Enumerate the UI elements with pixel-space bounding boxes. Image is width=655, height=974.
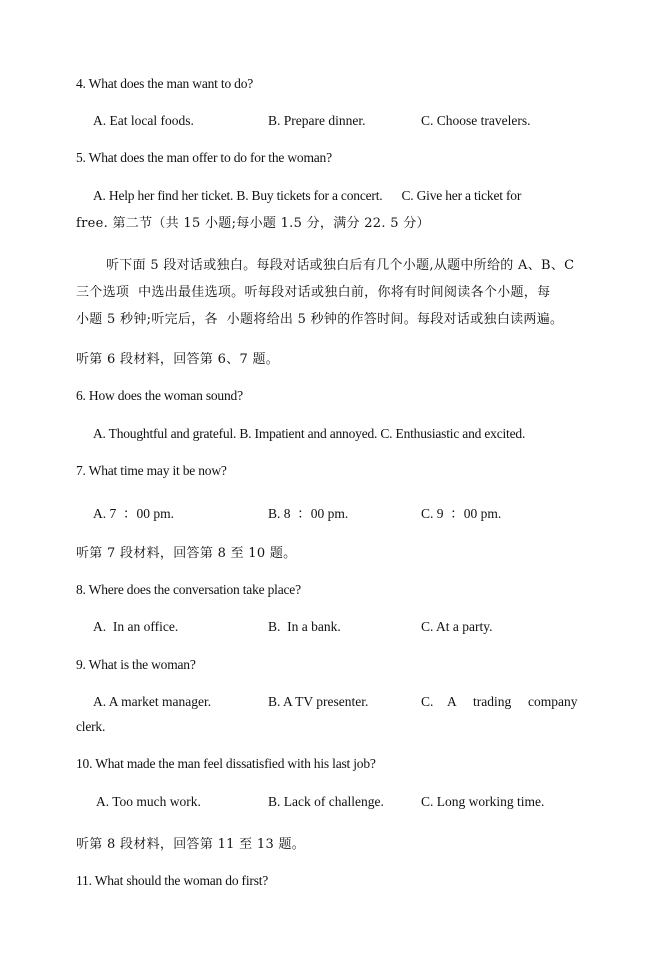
question-9-option-c-word-3: company: [528, 694, 578, 709]
question-5-stem: 5. What does the man offer to do for the woman?: [76, 150, 332, 165]
question-4-option-b: B. Prepare dinner.: [268, 113, 366, 128]
question-11-stem: 11. What should the woman do first?: [76, 873, 269, 888]
question-4-option-c: C. Choose travelers.: [421, 113, 531, 128]
question-8-option-b: B. In a bank.: [268, 619, 341, 634]
question-6-stem: 6. How does the woman sound?: [76, 388, 243, 403]
question-9-option-c-word-1: A: [447, 694, 457, 709]
question-7-option-c: C. 9 ：00 pm.: [421, 506, 502, 521]
question-10-option-c: C. Long working time.: [421, 794, 545, 809]
question-5-options-continued: free. 第二节（共 15 小题;每小题 1.5 分，满分 22. 5 分）: [76, 216, 430, 231]
question-10-stem: 10. What made the man feel dissatisfied with his last job?: [76, 756, 376, 771]
question-7-option-b: B. 8 ：00 pm.: [268, 506, 349, 521]
instructions-line-2: 三个选项 中选出最佳选项。听每段对话或独白前，你将有时间阅读各个小题，每: [76, 285, 551, 300]
question-9-option-b: B. A TV presenter.: [268, 694, 369, 709]
question-9-option-a: A. A market manager.: [93, 694, 212, 709]
question-8-stem: 8. Where does the conversation take place?: [76, 582, 301, 597]
question-10-option-b: B. Lack of challenge.: [268, 794, 384, 809]
question-6-options: A. Thoughtful and grateful. B. Impatient and annoyed. C. Enthusiastic and excited.: [93, 426, 526, 441]
instructions-line-1: 听下面 5 段对话或独白。每段对话或独白后有几个小题,从题中所给的 A、B、C: [106, 258, 575, 273]
section-6-heading: 听第 6 段材料，回答第 6、7 题。: [76, 352, 280, 367]
question-10-option-a: A. Too much work.: [96, 794, 201, 809]
question-7-option-a: A. 7 ：00 pm.: [93, 506, 174, 521]
question-9-option-c-continued: clerk.: [76, 719, 106, 734]
question-4-option-a: A. Eat local foods.: [93, 113, 194, 128]
question-9-stem: 9. What is the woman?: [76, 657, 196, 672]
question-9-option-c-letter: C.: [421, 694, 434, 709]
question-9-option-c-word-2: trading: [473, 694, 512, 709]
instructions-line-3: 小题 5 秒钟;听完后，各 小题将给出 5 秒钟的作答时间。每段对话或独白读两遍。: [76, 312, 564, 327]
question-4-stem: 4. What does the man want to do?: [76, 76, 254, 91]
question-8-option-a: A. In an office.: [93, 619, 179, 634]
question-5-options: A. Help her find her ticket. B. Buy tickets for a concert. C. Give her a ticket for: [93, 188, 522, 203]
section-8-heading: 听第 8 段材料，回答第 11 至 13 题。: [76, 837, 306, 852]
question-7-stem: 7. What time may it be now?: [76, 463, 227, 478]
question-8-option-c: C. At a party.: [421, 619, 493, 634]
section-7-heading: 听第 7 段材料，回答第 8 至 10 题。: [76, 546, 297, 561]
